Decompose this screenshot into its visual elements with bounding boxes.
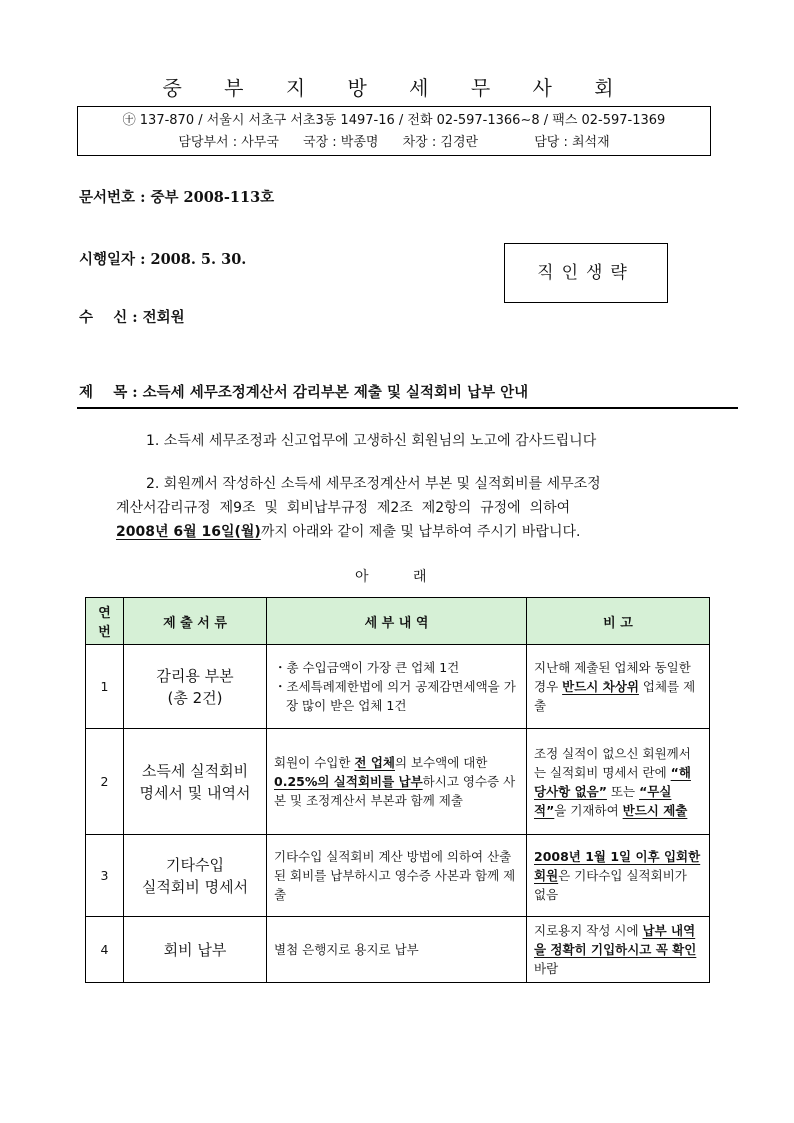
table-row bbox=[86, 917, 710, 983]
table-header-row bbox=[86, 598, 710, 645]
note-emphasis: “무실적” bbox=[534, 783, 672, 818]
note-emphasis: 반드시 차상위 bbox=[562, 679, 639, 694]
detail-text: 의 보수액에 대한 bbox=[394, 755, 488, 770]
row-number: 3 bbox=[86, 835, 124, 917]
deadline-date: 2008년 6월 16일(월) bbox=[116, 524, 261, 540]
detail-text: 회원이 수입한 bbox=[274, 755, 355, 770]
seal-omitted-stamp: 직인생략 bbox=[504, 243, 668, 303]
document-name bbox=[124, 645, 267, 729]
table-row bbox=[86, 645, 710, 729]
staff-label: 담당 : 최석재 bbox=[534, 135, 610, 150]
note-cell bbox=[527, 729, 710, 835]
note-cell bbox=[527, 645, 710, 729]
paragraph-1: 1. 소득세 세무조정과 신고업무에 고생하신 회원님의 노고에 감사드립니다 bbox=[146, 433, 597, 449]
document-name: 회비 납부 bbox=[124, 917, 267, 983]
row-number: 1 bbox=[86, 645, 124, 729]
note-emphasis: 납부 내역을 정확히 기입하시고 꼭 확인 bbox=[534, 923, 697, 957]
issue-date: 시행일자 : 2008. 5. 30. bbox=[79, 251, 247, 268]
document-name-line2: 실적회비 명세서 bbox=[141, 877, 249, 896]
note-text: 바람 bbox=[534, 961, 559, 976]
note-text: 지난해 제출된 업체와 동일한 경우 bbox=[534, 660, 691, 694]
subject-divider bbox=[77, 407, 738, 409]
paragraph-2-line2: 계산서감리규정 제9조 및 회비납부규정 제2조 제2항의 규정에 의하여 bbox=[116, 500, 571, 516]
table-row bbox=[86, 729, 710, 835]
document-name-line2: (총 2건) bbox=[167, 688, 223, 707]
row-number: 4 bbox=[86, 917, 124, 983]
detail-emphasis: 0.25%의 실적회비를 납부 bbox=[274, 774, 423, 789]
detail-bullet: ・조세특례제한법에 의거 공제감면세액을 가장 많이 받은 업체 1건 bbox=[274, 679, 516, 713]
paragraph-2-line3-rest: 까지 아래와 같이 제출 및 납부하여 주시기 바랍니다. bbox=[260, 524, 581, 540]
note-text: 을 기재하여 bbox=[554, 802, 623, 818]
header-no: 연번 bbox=[86, 598, 124, 645]
org-title: 중 부 지 방 세 무 사 회 bbox=[162, 76, 632, 100]
dept-label: 담당부서 : 사무국 bbox=[178, 135, 279, 150]
header-document: 제 출 서 류 bbox=[124, 598, 267, 645]
detail-cell bbox=[267, 645, 527, 729]
row-number: 2 bbox=[86, 729, 124, 835]
detail-bullet: ・총 수입금액이 가장 큰 업체 1건 bbox=[274, 660, 460, 675]
detail-cell bbox=[267, 917, 527, 983]
notice-heading: 아 래 bbox=[355, 569, 427, 585]
deputy-label: 차장 : 김경란 bbox=[402, 135, 479, 150]
document-name-line1: 감리용 부본 bbox=[156, 666, 234, 685]
paragraph-2-line1: 2. 회원께서 작성하신 소득세 세무조정계산서 부본 및 실적회비를 세무조정 bbox=[146, 476, 601, 492]
note-emphasis: 2008년 1월 1일 이후 입회한 회원 bbox=[534, 849, 701, 883]
paragraph-2-line3 bbox=[116, 521, 580, 541]
document-name bbox=[124, 729, 267, 835]
detail-emphasis: 전 업체 bbox=[354, 755, 395, 770]
detail-text: 기타수입 실적회비 계산 방법에 의하여 산출된 회비를 납부하시고 영수증 사본과 함께 제출 bbox=[274, 849, 516, 902]
note-emphasis: 반드시 제출 bbox=[622, 802, 688, 818]
detail-cell bbox=[267, 729, 527, 835]
submission-table bbox=[85, 597, 710, 983]
note-text: 은 기타수입 실적회비가 없음 bbox=[534, 868, 687, 902]
chief-label: 국장 : 박종명 bbox=[303, 135, 379, 150]
document-name-line2: 명세서 및 내역서 bbox=[139, 783, 251, 802]
note-text: 지로용지 작성 시에 bbox=[534, 923, 643, 938]
note-cell bbox=[527, 835, 710, 917]
recipient: 수 신 : 전회원 bbox=[79, 309, 185, 326]
document-name-line1: 기타수입 bbox=[166, 855, 224, 874]
doc-number: 문서번호 : 중부 2008-113호 bbox=[79, 189, 275, 206]
subject: 제 목 : 소득세 세무조정계산서 감리부본 제출 및 실적회비 납부 안내 bbox=[79, 384, 529, 401]
note-emphasis: “해당사항 없음” bbox=[534, 764, 691, 799]
detail-text: 하시고 영수증 사본 및 조정계산서 부본과 함께 제출 bbox=[274, 774, 516, 808]
detail-text: 별첨 은행지로 용지로 납부 bbox=[274, 942, 419, 957]
address-line: ㊉ 137-870 / 서울시 서초구 서초3동 1497-16 / 전화 02-597-1366∼8 / 팩스 02-597-1369 bbox=[122, 113, 666, 128]
note-text: 업체를 제출 bbox=[534, 679, 696, 713]
table-row bbox=[86, 835, 710, 917]
header-note: 비 고 bbox=[527, 598, 710, 645]
detail-cell bbox=[267, 835, 527, 917]
contact-info-box bbox=[77, 106, 711, 156]
note-text: 또는 bbox=[606, 783, 640, 799]
note-text: 조정 실적이 없으신 회원께서는 실적회비 명세서 란에 bbox=[534, 745, 691, 780]
staff-line bbox=[78, 132, 710, 154]
document-name bbox=[124, 835, 267, 917]
header-detail: 세 부 내 역 bbox=[267, 598, 527, 645]
note-cell bbox=[527, 917, 710, 983]
document-name-line1: 소득세 실적회비 bbox=[141, 761, 249, 780]
